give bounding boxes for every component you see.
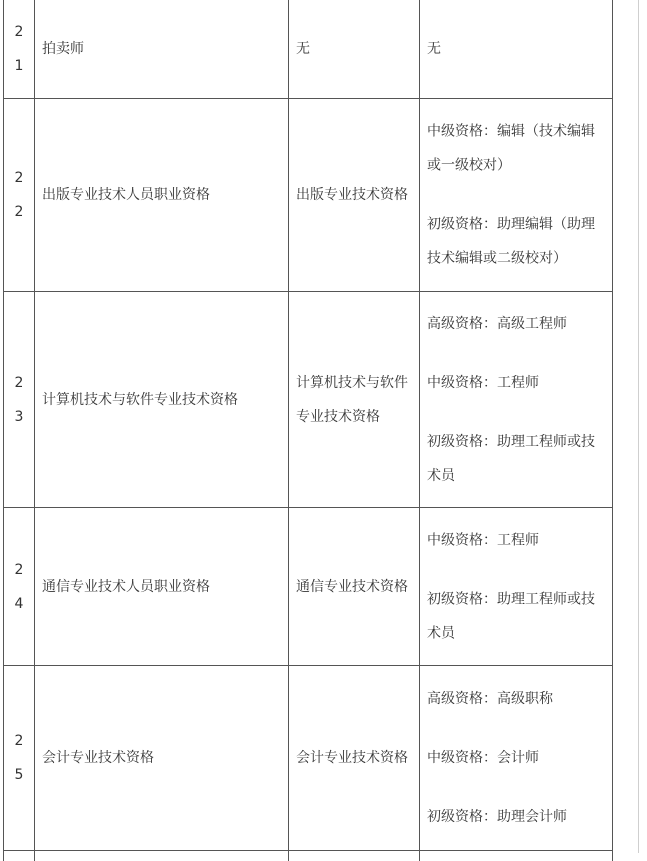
level-cell: [420, 508, 610, 665]
qualification-name: 计算机技术与软件专业技术资格: [42, 391, 238, 408]
profession-cell: [289, 508, 420, 665]
qualification-name-cell: [35, 508, 289, 665]
qualification-table: [3, 0, 613, 861]
table-row: [4, 0, 612, 99]
qualification-name-cell: [35, 0, 289, 98]
level-text: 无: [427, 41, 441, 57]
profession-cell: [289, 666, 420, 850]
row-number-cell: [4, 508, 35, 665]
row-number: 2 5: [14, 733, 24, 783]
level-text: 高级资格：高级职称: [427, 691, 553, 707]
level-cell: [420, 0, 610, 98]
table-row: [4, 508, 612, 666]
profession-text: 出版专业技术资格: [296, 187, 408, 203]
level-text: 初级资格：助理会计师: [427, 809, 567, 825]
row-number: 2 4: [14, 561, 24, 612]
level-text: 中级资格：编辑（技术编辑或一级校对）: [427, 123, 595, 174]
row-number-cell: [4, 292, 35, 507]
level-list: [427, 115, 604, 276]
row-number: 2 1: [14, 24, 24, 74]
level-cell: [420, 666, 610, 850]
level-text: 初级资格：助理工程师或技术员: [427, 591, 595, 641]
profession-text: 无: [296, 41, 310, 57]
row-number: 2 2: [14, 170, 24, 220]
level-list: [427, 682, 604, 834]
level-cell: [420, 292, 610, 507]
qualification-name-cell: [35, 292, 289, 507]
qualification-name: 通信专业技术人员职业资格: [42, 578, 210, 595]
level-cell: [420, 99, 610, 291]
profession-cell: [289, 0, 420, 98]
qualification-name: 出版专业技术人员职业资格: [42, 187, 210, 203]
level-list: [427, 32, 604, 66]
qualification-name: 会计专业技术资格: [42, 750, 154, 766]
level-text: 中级资格：工程师: [427, 374, 539, 391]
level-text: 中级资格：工程师: [427, 532, 539, 548]
qualification-name-cell: [35, 99, 289, 291]
table-row: [4, 666, 612, 851]
table-row: [4, 99, 612, 292]
page-edge-divider: [638, 0, 639, 853]
level-list: [427, 523, 604, 650]
profession-cell: [289, 99, 420, 291]
profession-text: 会计专业技术资格: [296, 750, 408, 766]
row-number-cell: [4, 0, 35, 98]
profession-text: 计算机技术与软件专业技术资格: [296, 374, 408, 425]
level-text: 初级资格：助理编辑（助理技术编辑或二级校对）: [427, 216, 595, 267]
qualification-name: 拍卖师: [42, 41, 84, 57]
row-number-cell: [4, 99, 35, 291]
row-number-cell: [4, 666, 35, 850]
table-row: [4, 292, 612, 508]
row-number: 2 3: [14, 374, 24, 425]
level-text: 中级资格：会计师: [427, 750, 539, 766]
profession-cell: [289, 292, 420, 507]
profession-text: 通信专业技术资格: [296, 578, 408, 595]
level-text: 初级资格：助理工程师或技术员: [427, 433, 595, 484]
level-text: 高级资格：高级工程师: [427, 315, 567, 332]
qualification-name-cell: [35, 666, 289, 850]
level-list: [427, 307, 604, 493]
